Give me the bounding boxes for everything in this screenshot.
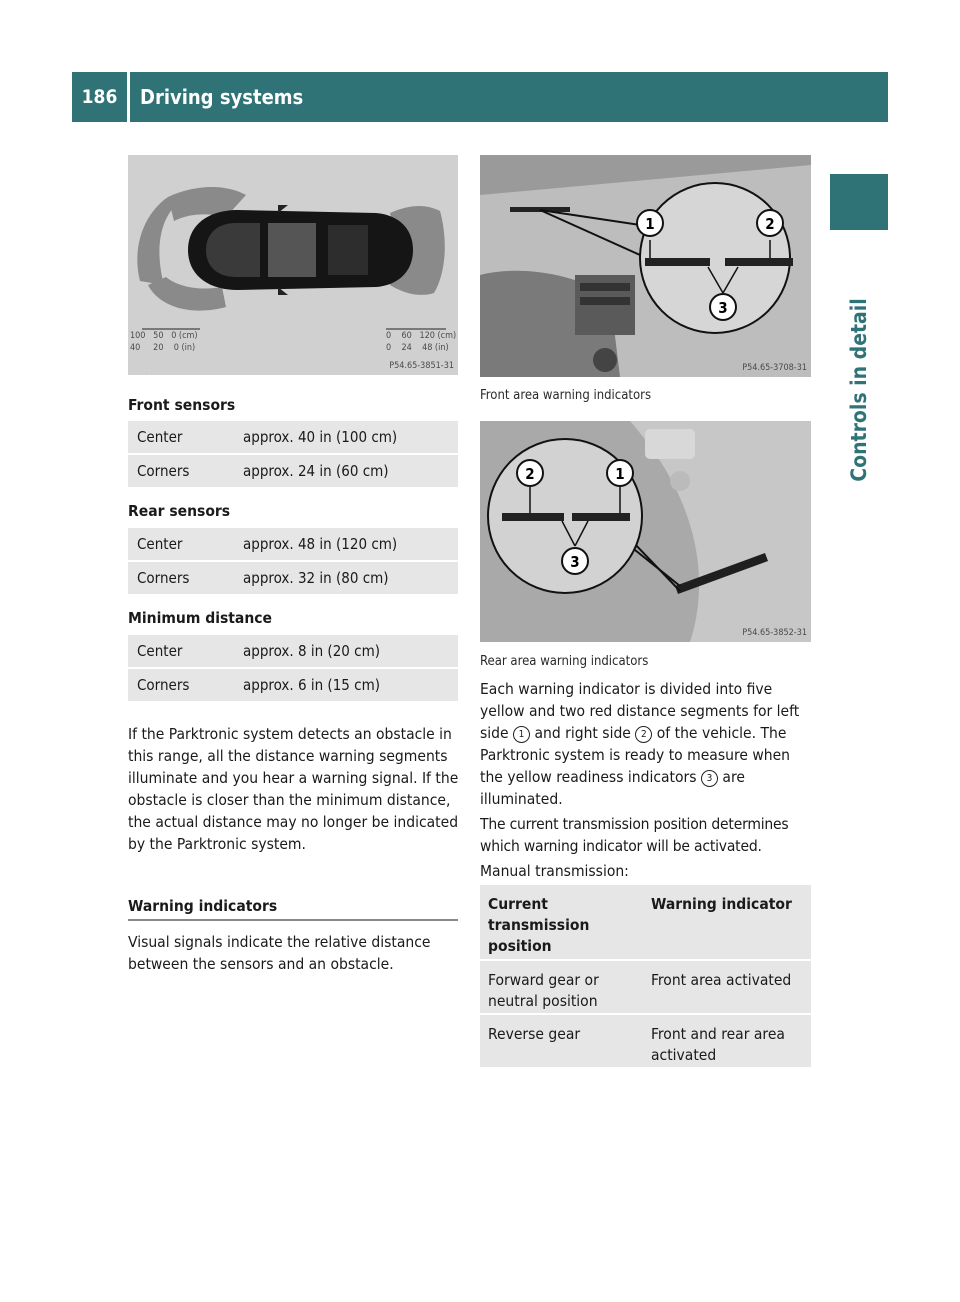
rear-sensors-heading: Rear sensors <box>128 502 231 520</box>
scale-left-in: 40 20 0 (in) <box>130 343 196 353</box>
manual-transmission-table <box>480 885 811 1069</box>
sidebar-tab <box>830 240 888 540</box>
front-marker-3: 3 <box>718 299 728 317</box>
minimum-distance-table <box>128 635 458 703</box>
transmission-text: The current transmission position determines which warning indicator will be activated. <box>480 815 789 855</box>
front-indicators-figure <box>480 155 811 377</box>
sidebar-tab-label: Controls in detail <box>847 298 871 482</box>
manual-transmission-label: Manual transmission: <box>480 862 629 880</box>
table-row: Corners approx. 24 in (60 cm) <box>128 455 458 487</box>
front-marker-2: 2 <box>765 215 775 233</box>
obstacle-paragraph: If the Parktronic system detects an obstacle in this range, all the distance warning segments illuminate and you hear a warning signal. If the obstacle is closer than the minimum distance, the actual distance may no longer be indicated by the Parktronic system. <box>128 725 459 853</box>
minimum-distance-heading: Minimum distance <box>128 609 272 627</box>
scale-left-cm: 100 50 0 (cm) <box>130 331 198 341</box>
table-row: Forward gear or neutral position Front area activated <box>480 961 811 1013</box>
table-row: Corners approx. 32 in (80 cm) <box>128 562 458 594</box>
figure-ref: P54.65-3851-31 <box>389 361 454 371</box>
front-sensors-heading: Front sensors <box>128 396 236 414</box>
page-number: 186 <box>72 72 127 122</box>
figure-ref: P54.65-3852-31 <box>742 628 807 638</box>
svg-text:.: . <box>148 363 151 374</box>
indicator-description: Each warning indicator is divided into five yellow and two red distance segments for left side 1 and right side 2 of the vehicle. The Parktronic system is ready to measure when the yellow readiness indicators 3 are illuminated. <box>480 680 800 808</box>
warning-indicators-heading: Warning indicators <box>128 897 278 915</box>
scale-right-cm: 0 60 120 (cm) <box>386 331 457 341</box>
table-row: Center approx. 8 in (20 cm) <box>128 635 458 667</box>
front-indicators-caption: Front area warning indicators <box>480 388 652 403</box>
sidebar-marker <box>830 174 888 230</box>
front-sensors-table <box>128 421 458 489</box>
table-row: Center approx. 48 in (120 cm) <box>128 528 458 560</box>
column-header: Warning indicator <box>651 895 792 913</box>
rear-marker-1: 1 <box>615 465 625 483</box>
column-header: Current transmission position <box>488 895 590 955</box>
heading-rule <box>128 919 458 921</box>
rear-indicators-caption: Rear area warning indicators <box>480 654 649 669</box>
rear-indicators-figure <box>480 421 811 642</box>
section-title: Driving systems <box>130 72 888 122</box>
table-header-row <box>480 885 811 959</box>
marker-3-icon: 3 <box>701 770 718 787</box>
marker-2-icon: 2 <box>635 726 652 743</box>
table-row: Center approx. 40 in (100 cm) <box>128 421 458 453</box>
rear-marker-2: 2 <box>525 465 535 483</box>
rear-marker-3: 3 <box>570 553 580 571</box>
front-marker-1: 1 <box>645 215 655 233</box>
warning-indicators-text: Visual signals indicate the relative distance between the sensors and an obstacle. <box>128 933 431 973</box>
rear-sensors-table <box>128 528 458 596</box>
figure-ref: P54.65-3708-31 <box>742 363 807 373</box>
table-row: Reverse gear Front and rear area activated <box>480 1015 811 1067</box>
sensor-range-figure <box>128 155 458 375</box>
table-row: Corners approx. 6 in (15 cm) <box>128 669 458 701</box>
scale-right-in: 0 24 48 (in) <box>386 343 449 353</box>
marker-1-icon: 1 <box>513 726 530 743</box>
